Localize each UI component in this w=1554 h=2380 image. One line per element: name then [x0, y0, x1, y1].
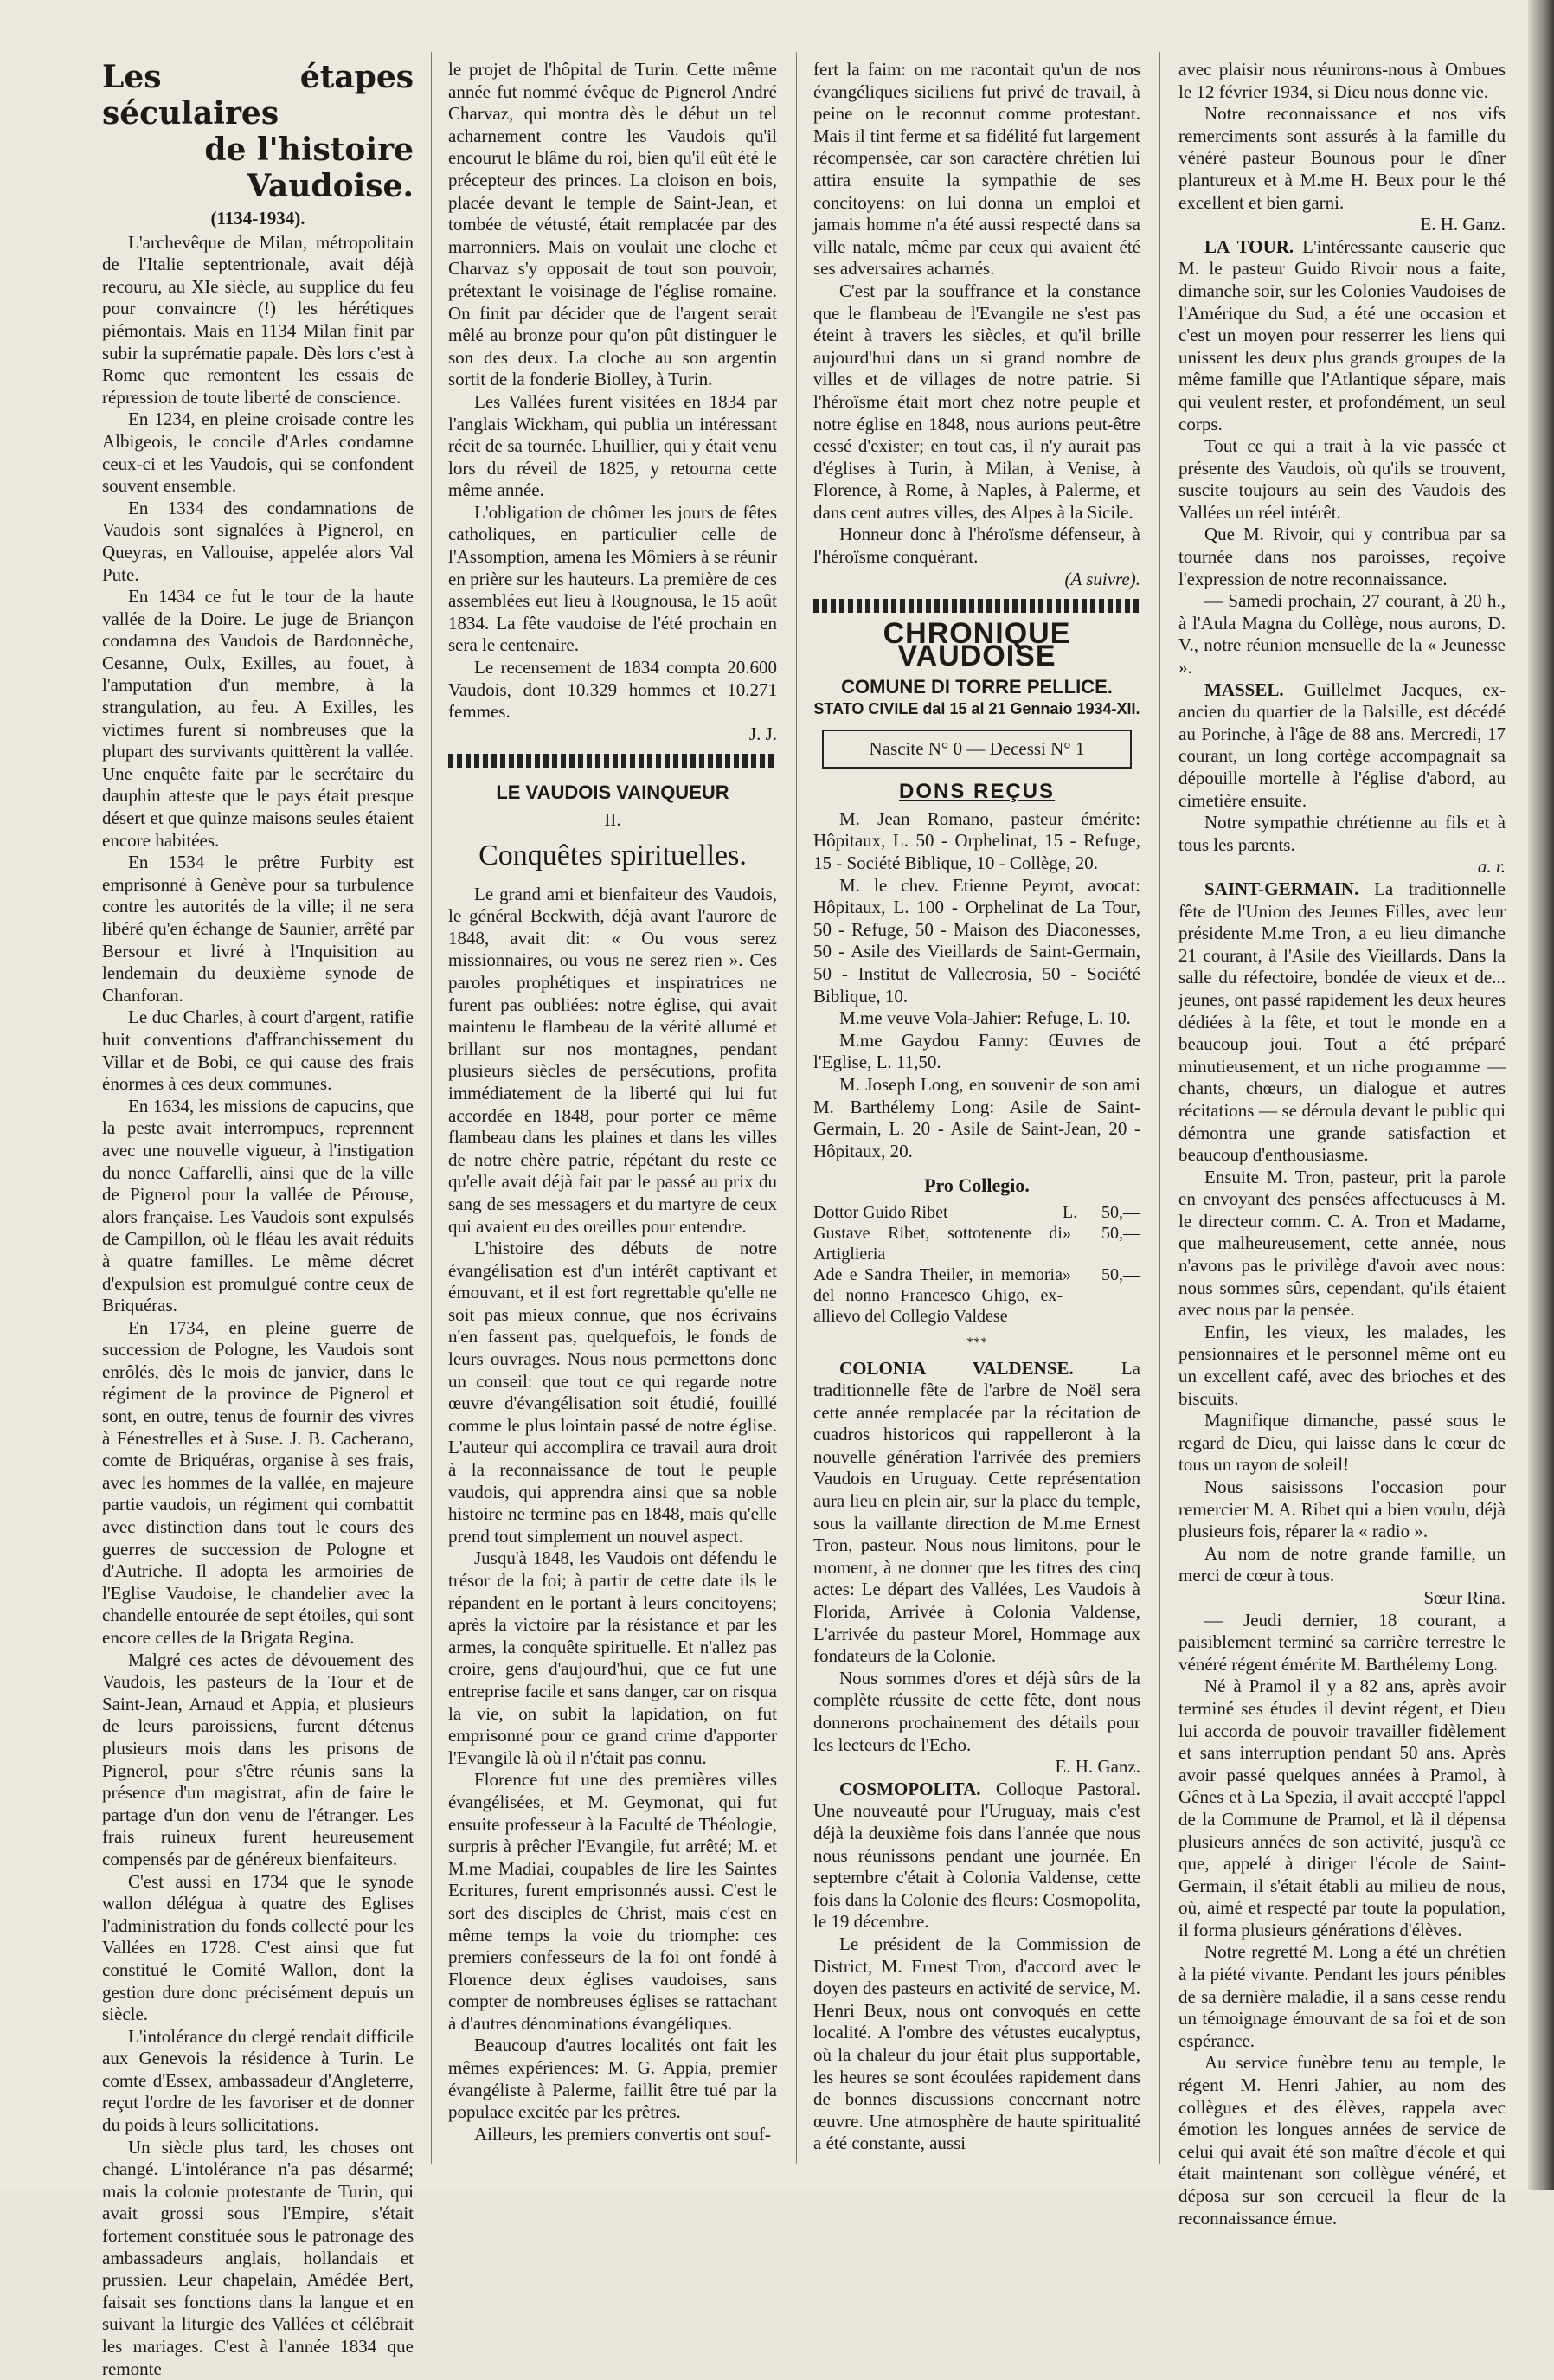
paragraph: le projet de l'hôpital de Turin. Cette même année fut nommé évêque de Pignerol André Charvaz, qui montra dès le début un tel acharnement contre les Vaudois qu'il encourut le blâme du roi, bien qu'il eût été le précepteur des princes. La cloison en bois, placée devant le temple de Saint-Jean, et tombée de vétusté, était remplacée par des marronniers. Mais on voulait une cloche et Charvaz s'y opposait de tout son pouvoir, prétextant le voisinage de l'église romaine. On finit par décider que de l'argent serait mêlé au bronze pour qu'on pût distinguer le son des deux. La cloche au son argentin sortit de la fonderie Biolley, à Turin. [448, 59, 777, 390]
paragraph: En 1434 ce fut le tour de la haute vallée de la Doire. Le juge de Briançon condamna des Vaudois de Bardonnèche, Cesanne, Oulx, Exilles, au fouet, à l'amputation d'un membre, à la strangulation, au feu. A Exilles, les victimes furent si nombreuses que la plupart des survivants quittèrent la vallée. Une enquête faite par le secrétaire du dauphin atteste que le pays était presque désert et que quinze maisons seules étaient encore habitées. [102, 586, 414, 851]
paragraph: Au service funèbre tenu au temple, le régent M. Henri Jahier, au nom des collègues et des élèves, rappela avec émotion les longues années de service de celui qui avait été son maître d'école et qui était maintenant son collègue vénéré, et déposa sur son cercueil la fleur de la reconnaissance émue. [1178, 2052, 1506, 2229]
paragraph: Notre regretté M. Long a été un chrétien à la piété vivante. Pendant les jours pénibles de sa dernière maladie, il a sans cesse rendu un témoignage émouvant de sa foi et de son espérance. [1178, 1941, 1506, 2051]
ornamental-divider [813, 599, 1140, 613]
paragraph: Malgré ces actes de dévouement des Vaudois, les pasteurs de la Tour et de Saint-Jean, Arnaud et Appia, et plusieurs de leurs paroissiens, furent détenus plusieurs mois dans les prisons de Pignerol, pour s'être réunis sans la présence d'un magistrat, afin de faire le partage d'un don venu de l'étranger. Les frais ruineux furent heureusement compensés par de généreux bienfaiteurs. [102, 1649, 414, 1869]
article-title: Conquêtes spirituelles. [478, 839, 747, 872]
signature: a. r. [1477, 856, 1506, 878]
paragraph: C'est par la souffrance et la constance que le flambeau de l'Evangile ne s'est pas éteint à travers les siècles, et qu'il brille aujourd'hui dans un si grand nombre de villes et de villages de notre patrie. Si l'héroïsme était mort chez notre peuple et notre église en 1848, nous aurions peut-être cessé d'exister; en tout cas, il n'y aurait pas d'églises à Turin, à Milan, à Venise, à Florence, à Rome, à Naples, à Palerme, et dans cent autres villes, des Alpes à la Sicile. [813, 280, 1140, 523]
paragraph: — Samedi prochain, 27 courant, à 20 h., à l'Aula Magna du Collège, nous aurons, D. V., notre réunion mensuelle de la « Jeunesse ». [1178, 590, 1506, 679]
donation-row [813, 1223, 1140, 1264]
paragraph: Ensuite M. Tron, pasteur, prit la parole en envoyant des pensées affectueuses à M. le directeur comm. C. A. Tron et Madame, que malheureusement, cette année, nous n'avons pas le privilège d'avoir avec nous: nous sommes sûrs, cependant, qu'ils étaient avec nous par la pensée. [1178, 1166, 1506, 1321]
pro-collegio-header: Pro Collegio. [924, 1174, 1030, 1197]
paragraph: fert la faim: on me racontait qu'un de nos évangéliques siciliens fut privé de travail, à peine on le reconnut comme protestant. Mais il tint ferme et sa fidélité fut largement récompensée, car son caractère chrétien lui attira ensuite la sympathie de ses concitoyens: on lui donna un emploi et jamais homme n'a été aussi respecté dans sa ville natale, même par ceux qui avaient été ses adversaires acharnés. [813, 59, 1140, 280]
paragraph: Notre reconnaissance et nos vifs remerciments sont assurés à la famille du vénéré pasteur Bounous pour le dîner plantureux et à M.me H. Beux pour le thé excellent et bien garni. [1178, 103, 1506, 213]
section-header: LE VAUDOIS VAINQUEUR [496, 782, 729, 804]
title-line-2: de l'histoire Vaudoise. [204, 132, 414, 204]
donations-header: DONS REÇUS [898, 780, 1056, 804]
column-rule [431, 52, 432, 2164]
news-text: La traditionnelle fête de l'arbre de Noël sera cette année remplacée par la récitation de cuadros historicos qui rappelleront à la nouvelle génération l'arrivée des premiers Vaudois en Uruguay. Cette représentation aura lieu en plein air, sur la place du temple, sous la vaillante direction de M.me Ernest Tron, pasteur. Nous nous limitons, pour le moment, à ne donner que les titres des cinq actes: Le départ des Vallées, Les Vaudois à Florida, Arrivée à Colonia Valdense, L'arrivée du pasteur Morel, Hommage aux fondateurs de la Colonie. [813, 1357, 1140, 1667]
civil-registry-header: COMUNE DI TORRE PELLICE. [841, 676, 1113, 698]
paragraph: L'archevêque de Milan, métropolitain de l'Italie septentrionale, avait déjà recouru, au XIe siècle, au supplice du feu pour convaincre (!) les hérétiques piémontais. Mais en 1134 Milan finit par subir la suprématie papale. Dès lors c'est à Rome que remontent les essais de répression de toute liberté de conscience. [102, 231, 414, 408]
column-4 [1178, 59, 1506, 2229]
signature: E. H. Ganz. [1420, 214, 1506, 235]
paragraph: Les Vallées furent visitées en 1834 par l'anglais Wickham, qui publia un intéressant récit de sa tournée. Lhuillier, qui y était venu lors du réveil de 1825, y retourna cette même année. [448, 390, 777, 501]
paragraph: Notre sympathie chrétienne au fils et à tous les parents. [1178, 812, 1506, 855]
currency: L. [1063, 1202, 1078, 1222]
section-title: CHRONIQUE VAUDOISE [883, 617, 1071, 672]
donor-name: Dottor Guido Ribet [813, 1202, 948, 1222]
paragraph: C'est aussi en 1734 que le synode wallon délégua à quatre des Eglises l'administration du fonds collecté pour les Vallées en 1728. C'est ainsi que fut constitué le Comité Wallon, dont la gestion dure donc précisément depuis un siècle. [102, 1870, 414, 2025]
donation-entry: M. le chev. Etienne Peyrot, avocat: Hôpitaux, L. 100 - Orphelinat de La Tour, 50 - Refuge, 50 - Maison des Diaconesses, 50 - Asile des Vieillards de Saint-Germain, 50 - Institut de Vallecrosia, 50 - Société Biblique, 10. [813, 874, 1140, 1007]
paragraph: Nous saisissons l'occasion pour remercier M. A. Ribet qui a bien voulu, déjà plusieurs fois, réparer la « radio ». [1178, 1476, 1506, 1542]
signature: Sœur Rina. [1423, 1586, 1506, 1608]
ornamental-divider [448, 754, 777, 768]
donation-entry: M. Jean Romano, pasteur émérite: Hôpitaux, L. 50 - Orphelinat, 15 - Refuge, 15 - Société Biblique, 10 - Collège, 20. [813, 807, 1140, 873]
place-name: COLONIA VALDENSE. [839, 1357, 1074, 1379]
paragraph: Né à Pramol il y a 82 ans, après avoir terminé ses études il devint régent, et Dieu lui accorda de pouvoir travailler fidèlement et sans interruption pendant 50 ans. Après avoir passé quelques années à Pramol, à Gênes et à La Spezia, il avait accepté l'appel de la Commune de Pramol, et là il dépensa plusieurs années de son activité, jusqu'à ce que, appelé à diriger l'école de Saint-Germain, il s'était établi au milieu de nous, où, aimé et respecté par toute la population, il forma plusieurs générations d'élèves. [1178, 1676, 1506, 1940]
paragraph: Le duc Charles, à court d'argent, ratifie huit conventions d'affranchissement du Villar et de Bobi, ce qui cause des frais énormes à ces deux communes. [102, 1007, 414, 1095]
article-dates: (1134-1934). [210, 208, 305, 228]
amount: 50,— [1101, 1223, 1140, 1243]
paragraph: Magnifique dimanche, passé sous le regard de Dieu, qui laisse dans le cœur de tous un rayon de soleil! [1178, 1410, 1506, 1476]
separator-stars: *** [966, 1335, 987, 1350]
article-title [102, 59, 414, 204]
news-text: La traditionnelle fête de l'Union des Jeunes Filles, avec leur présidente M.me Tron, a eu lieu dimanche 21 courant, à l'Asile des Vieillards. Dans la salle du réfectoire, bondée de vieux et de... jeunes, ont passé rapidement les deux heures dédiées à la fête, et tout le monde en a beaucoup joui. Tout a été préparé minutieusement, et un riche programme — chants, chœurs, un dialogue et autres récitations — se déroula devant le public qui démontra une grande satisfaction et beaucoup d'enthousiasme. [1178, 878, 1506, 1166]
column-rule [1159, 52, 1160, 2164]
donor-name: Gustave Ribet, sottotenente di Artiglieria [813, 1223, 1063, 1264]
currency: » [1063, 1264, 1071, 1284]
page-edge-shadow [1528, 0, 1554, 2190]
paragraph: En 1734, en pleine guerre de succession de Pologne, les Vaudois sont enrôlés, dès le mois de janvier, dans le régiment de la province de Pignerol et sont, en outre, tenus de fournir des vivres à Fénestrelles et à Suse. J. B. Cacherano, comte de Briquéras, organise à ses frais, avec les hommes de la vallée, en majeure partie vaudois, un régiment qui combattit avec distinction dans tout le cours des guerres de succession de Pologne et d'Autriche. Il adopta les armoiries de l'Eglise Vaudoise, le chandelier avec la chandelle entourée de sept étoiles, qui sont encore celles de la Brigata Regina. [102, 1316, 414, 1648]
place-name: MASSEL. [1204, 679, 1284, 700]
amount: 50,— [1101, 1264, 1140, 1284]
paragraph: Le recensement de 1834 compta 20.600 Vaudois, dont 10.329 hommes et 10.271 femmes. [448, 657, 777, 723]
column-rule [796, 52, 797, 2164]
column-3 [813, 59, 1140, 2155]
continuation-note: (A suivre). [1064, 568, 1140, 589]
paragraph: Florence fut une des premières villes évangélisées, et M. Geymonat, qui fut ensuite professeur à la Faculté de Théologie, surpris à prêcher l'Evangile, fut arrêté; M. et M.me Madiai, coupables de lire les Saintes Ecritures, furent emprisonnés aussi. C'est le sort des disciples de Christ, mais c'est en même temps la voie du triomphe: ces premiers confesseurs de la foi ont fondé à Florence deux églises vaudoises, sans compter de nombreuses églises se rattachant à d'autres dénominations évangéliques. [448, 1769, 777, 2034]
paragraph: Enfin, les vieux, les malades, les pensionnaires et le personnel même ont eu un excellent café, avec des brioches et des biscuits. [1178, 1321, 1506, 1409]
signature: E. H. Ganz. [1055, 1756, 1140, 1778]
paragraph: Un siècle plus tard, les choses ont changé. L'intolérance n'a pas désarmé; mais la colonie protestante de Turin, qui avait grossi sous l'Empire, s'était fortement constituée sous le patronage des ambassadeurs anglais, hollandais et prussien. Leur chapelain, Amédée Bert, faisait ses fonctions dans la langue et en suivant la liturgie des Vallées et célébrait les mariages. C'est à l'année 1834 que remonte [102, 2136, 414, 2379]
paragraph: En 1534 le prêtre Furbity est emprisonné à Genève pour sa turbulence contre les autorités de la ville; il ne sera libéré qu'en échange de Saunier, arrêté par Bersour et livré à l'Inquisition au lendemain du deuxième synode de Chanforan. [102, 852, 414, 1006]
place-name: COSMOPOLITA. [839, 1778, 981, 1799]
paragraph: En 1234, en pleine croisade contre les Albigeois, le concile d'Arles condamne ceux-ci et les Vaudois, qui se confondent souvent ensemble. [102, 408, 414, 497]
paragraph: L'histoire des débuts de notre évangélisation est d'un intérêt captivant et émouvant, et il est fort regrettable qu'elle ne soit pas mieux connue, que nos écrivains n'en fassent pas, quelquefois, le fonds de leurs ouvrages. Nous nous permettons donc un conseil: que tout ce qui regarde notre œuvre d'évangélisation soit étudié, fouillé comme le plus lointain passé de notre église. L'auteur qui accomplira ce travail aura droit à la reconnaissance de tout le peuple vaudois, qui apprendra ainsi que sa noble histoire ne termine pas en 1848, mais qu'elle prend tout simplement un nouvel aspect. [448, 1238, 777, 1547]
place-name: SAINT-GERMAIN. [1204, 878, 1359, 899]
column-2 [448, 59, 777, 2145]
paragraph: En 1334 des condamnations de Vaudois sont signalées à Pignerol, en Queyras, en Vallouise, appelée alors Val Pute. [102, 497, 414, 585]
donation-entry: M. Joseph Long, en souvenir de son ami M. Barthélemy Long: Asile de Saint-Germain, L. 20 - Asile de Saint-Jean, 20 - Hôpitaux, 20. [813, 1073, 1140, 1161]
place-name: LA TOUR. [1204, 235, 1294, 257]
paragraph: Tout ce qui a trait à la vie passée et présente des Vaudois, où qu'ils se trouvent, suscite toujours au sein des Vaudois des Vallées un réel intérêt. [1178, 435, 1506, 523]
paragraph: Le président de la Commission de District, M. Ernest Tron, d'accord avec le doyen des pasteurs en activité de service, M. Henri Beux, nous ont convoqués en cette localité. A l'ombre des vétustes eucalyptus, où la chaleur du jour était plus supportable, les heures se sont écoulées rapidement dans de bonnes discussions concernant notre œuvre. Une atmosphère de haute spiritualité a été constante, aussi [813, 1933, 1140, 2154]
civil-registry-dates: STATO CIVILE dal 15 al 21 Gennaio 1934-XII. [813, 700, 1140, 718]
news-text: Guillelmet Jacques, ex-ancien du quartier de la Balsille, est décédé au Porinche, à l'âge de 88 ans. Mercredi, 17 courant, un long cortège accompagnait sa dépouille mortelle à l'église d'abord, au cimetière ensuite. [1178, 679, 1506, 811]
paragraph: Nous sommes d'ores et déjà sûrs de la complète réussite de cette fête, dont nous donnerons prochainement des détails pour les lecteurs de l'Echo. [813, 1667, 1140, 1755]
paragraph: Au nom de notre grande famille, un merci de cœur à tous. [1178, 1542, 1506, 1586]
donor-name: Ade e Sandra Theiler, in memoria del nonno Francesco Ghigo, ex-allievo del Collegio Valdese [813, 1264, 1063, 1326]
news-text: L'intéressante causerie que M. le pasteur Guido Rivoir nous a faite, dimanche soir, sur les Colonies Vaudoises de l'Amérique du Sud, a été une occasion et c'est un moyen pour resserrer les liens qui unissent les deux plus grands groupes de la même famille que l'Atlantique sépare, mais qui veulent rester, et profondément, un seul corps. [1178, 235, 1506, 434]
paragraph: L'obligation de chômer les jours de fêtes catholiques, en particulier celle de l'Assomption, amena les Mômiers à se réunir en prière sur les hauteurs. La première de ces assemblées eut lieu à Rougnousa, le 15 août 1834. La fête vaudoise de l'été prochain en sera le centenaire. [448, 501, 777, 656]
paragraph: Le grand ami et bienfaiteur des Vaudois, le général Beckwith, déjà avant l'aurore de 1848, avait dit: « Ou vous serez missionnaires, ou vous ne serez rien ». Ces paroles prophétiques et inspiratrices ne furent pas oubliées: notre église, qui avait maintenu le flambeau de la vérité allumé et brillant sur nos montagnes, pendant plusieurs siècles de persécutions, profita immédiatement de la liberté qui lui fut accordée en 1848, pour porter ce même flambeau dans les plaines et dans les villes de notre chère patrie, répétant du reste ce qu'elle avait déjà fait par le passé au prix du sang de ses messagers et du martyre de ceux qui avaient eu des oreilles pour entendre. [448, 883, 777, 1237]
paragraph: avec plaisir nous réunirons-nous à Ombues le 12 février 1934, si Dieu nous donne vie. [1178, 59, 1506, 102]
column-1 [102, 59, 414, 2380]
paragraph: L'intolérance du clergé rendait difficile aux Genevois la résidence à Turin. Le comte d'Essex, ambassadeur d'Angleterre, reçut l'ordre de les favoriser et de donner du poids à leurs sollicitations. [102, 2025, 414, 2136]
signature: J. J. [748, 723, 777, 744]
paragraph: Que M. Rivoir, qui y contribua par sa tournée dans nos paroisses, reçoive l'expression de notre reconnaissance. [1178, 524, 1506, 589]
title-line-1: Les étapes séculaires [102, 59, 414, 132]
donation-row [813, 1202, 1140, 1223]
births-deaths-box: Nascite N° 0 — Decessi N° 1 [822, 730, 1132, 769]
paragraph: Beaucoup d'autres localités ont fait les mêmes expériences: M. G. Appia, premier évangéliste à Palerme, faillit être tué par la populace excitée par les prêtres. [448, 2035, 777, 2123]
part-number: II. [604, 809, 621, 830]
donation-entry: M.me veuve Vola-Jahier: Refuge, L. 10. [839, 1007, 1131, 1029]
paragraph: — Jeudi dernier, 18 courant, a paisiblement terminé sa carrière terrestre le vénéré régent émérite M. Barthélemy Long. [1178, 1609, 1506, 1675]
donation-row [813, 1264, 1140, 1327]
paragraph: Jusqu'à 1848, les Vaudois ont défendu le trésor de la foi; à partir de cette date ils le répandent en le portant à leurs concitoyens; après la victoire par la résistance et par les armes, la conquête spirituelle. Et n'allez pas croire, gens d'aujourd'hui, que ce fut une entreprise facile et sans danger, car on risqua la vie, on subit la lapidation, on fut emprisonné pour ce grand crime d'apporter l'Evangile là où il n'était pas connu. [448, 1547, 777, 1768]
currency: » [1063, 1223, 1071, 1243]
news-text: Colloque Pastoral. Une nouveauté pour l'Uruguay, mais c'est déjà la deuxième fois dans l'année que nous nous réunissons pendant une journée. En septembre c'était à Colonia Valdense, cette fois dans la Colonie des fleurs: Cosmopolita, le 19 décembre. [813, 1778, 1141, 1933]
donation-entry: M.me Gaydou Fanny: Œuvres de l'Eglise, L. 11,50. [813, 1029, 1140, 1073]
paragraph: Ailleurs, les premiers convertis ont souf- [474, 2123, 771, 2145]
paragraph: En 1634, les missions de capucins, que la peste avait interrompues, reprennent avec une nouvelle vigueur, à l'instigation du nonce Caffarelli, ainsi que de la ville de Pignerol pour la vallée de Pérouse, alors française. Les Vaudois sont expulsés de Campillon, où le fléau les avait réduits à quatre familles. Le même décret d'expulsion est promulgué contre ceux de Briquéras. [102, 1095, 414, 1316]
amount: 50,— [1101, 1202, 1140, 1222]
paragraph: Honneur donc à l'héroïsme défenseur, à l'héroïsme conquérant. [813, 524, 1140, 568]
